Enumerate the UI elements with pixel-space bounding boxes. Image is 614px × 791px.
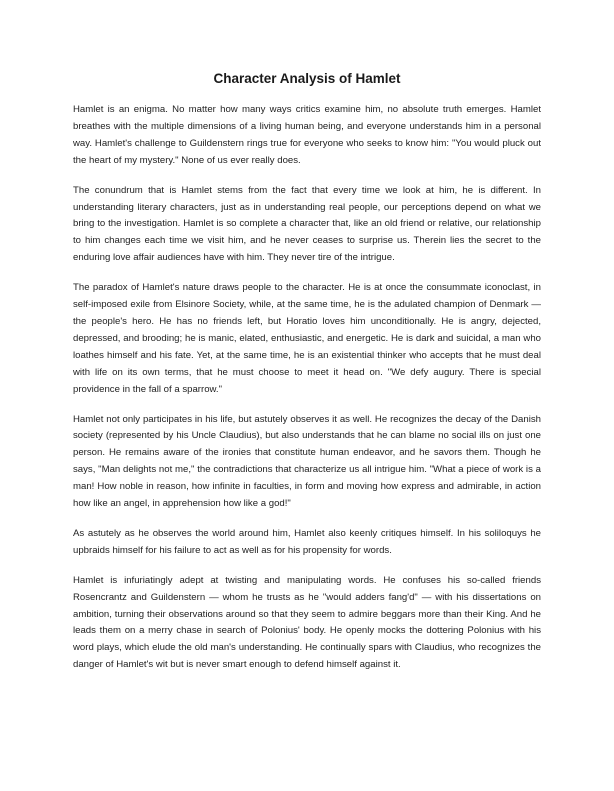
paragraph-5: As astutely as he observes the world around him, Hamlet also keenly critiques himself. In his soliloquys he upbraids himself for his failure to act as well as for his propensity for words.: [73, 527, 541, 556]
paragraph-6: Hamlet is infuriatingly adept at twisting and manipulating words. He confuses his so-called friends Rosencrantz and Guildenstern — whom he trusts as he "would adders fang'd" — with his dissertations on ambition, turning their observations around so that they seem to admire beggars more than their King. And he leads them on a merry chase in search of Polonius' body. He openly mocks the dottering Polonius with his word plays, which elude the old man's understanding. He continually spars with Claudius, who recognizes the danger of Hamlet's wit but is never smart enough to defend himself against it.: [73, 574, 541, 671]
paragraph-3: The paradox of Hamlet's nature draws people to the character. He is at once the consummate iconoclast, in self-imposed exile from Elsinore Society, while, at the same time, he is the adulated champion of Denmark — the people's hero. He has no friends left, but Horatio loves him unconditionally. He is angry, dejected, depressed, and brooding; he is manic, elated, enthusiastic, and energetic. He is dark and suicidal, a man who loathes himself and his fate. Yet, at the same time, he is an existential thinker who accepts that he must deal with life on its own terms, that he must choose to meet it head on. "We defy augury. There is special providence in the fall of a sparrow.": [73, 282, 541, 395]
paragraph-1: Hamlet is an enigma. No matter how many ways critics examine him, no absolute truth emerges. Hamlet breathes with the multiple dimensions of a living human being, and everyone understands him in a personal way. Hamlet's challenge to Guildenstern rings true for everyone who seeks to know him: "You would pluck out the heart of my mystery." None of us ever really does.: [73, 104, 541, 166]
paragraph-2: The conundrum that is Hamlet stems from the fact that every time we look at him, he is different. In understanding literary characters, just as in understanding real people, our perceptions depend on what we bring to the investigation. Hamlet is so complete a character that, like an old friend or relative, our relationship to him changes each time we visit him, and he never ceases to surprise us. Therein lies the secret to the enduring love affair audiences have with him. They never tire of the intrigue.: [73, 184, 541, 264]
document-title: Character Analysis of Hamlet: [213, 71, 401, 86]
paragraph-4: Hamlet not only participates in his life, but astutely observes it as well. He recognizes the decay of the Danish society (represented by his Uncle Claudius), but also understands that he can blame no social ills on just one person. He remains aware of the ironies that constitute human endeavor, and he savors them. Though he says, "Man delights not me," the contradictions that characterize us all intrigue him. "What a piece of work is a man! How noble in reason, how infinite in faculties, in form and moving how express and admirable, in action how like an angel, in apprehension how like a god!": [73, 413, 541, 510]
